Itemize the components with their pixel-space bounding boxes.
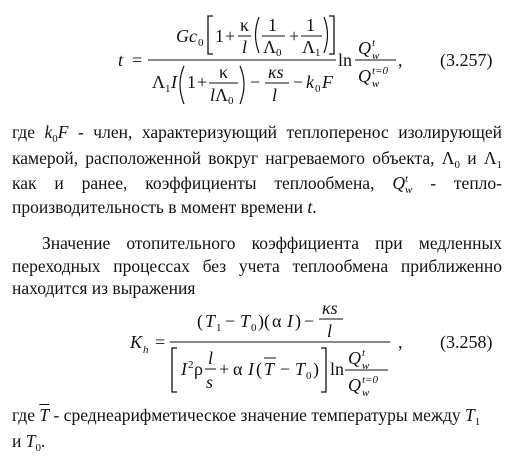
svg-text:−: − (225, 311, 236, 331)
eq1-num-one: 1 (215, 26, 224, 46)
svg-text:): ) (295, 311, 301, 331)
svg-text:−: − (250, 72, 261, 92)
paragraph-3: где $\overline{T}$ - среднеарифметическое значение температуры между $T_1$ и $T_0$. (12, 405, 481, 454)
svg-text:0: 0 (276, 47, 282, 59)
svg-text:I: I (181, 359, 187, 379)
svg-text:−: − (293, 72, 304, 92)
svg-text:+: + (219, 359, 230, 379)
svg-text:+: + (197, 72, 208, 92)
svg-text:T: T (295, 359, 306, 379)
svg-text:s: s (206, 372, 214, 392)
eq1-num-one-b: 1 (306, 15, 315, 35)
svg-text:α: α (272, 311, 282, 331)
svg-text:1: 1 (315, 47, 321, 59)
svg-text:Λ: Λ (215, 85, 229, 105)
svg-text:+: + (289, 26, 300, 46)
svg-text:t: t (372, 37, 376, 49)
eq1-num-Lambda1: Λ (302, 37, 316, 57)
svg-text:1: 1 (187, 72, 196, 92)
svg-text:t: t (362, 347, 366, 359)
eq1-den-left-paren (180, 66, 184, 104)
eq2-number: (3.258) (440, 332, 493, 352)
svg-text:w: w (362, 360, 370, 372)
eq2-den-left-bracket (172, 348, 177, 392)
svg-text:h: h (143, 344, 149, 356)
eq1-num-right-paren (324, 17, 328, 53)
svg-text:1: 1 (165, 83, 171, 95)
eq1-num-one-a: 1 (268, 15, 277, 35)
svg-text:T: T (264, 359, 275, 379)
svg-text:T: T (240, 311, 251, 331)
eq1-num-left-paren (256, 17, 260, 53)
svg-text:ρ: ρ (194, 359, 203, 379)
svg-text:t=0: t=0 (362, 374, 378, 386)
eq1-lhs-t: t (118, 50, 124, 70)
svg-text:−: − (280, 359, 291, 379)
svg-text:I: I (248, 359, 254, 379)
svg-text:(: ( (197, 311, 203, 331)
svg-text:−: − (304, 311, 315, 331)
eq1-Q-num: Q (358, 38, 371, 58)
svg-text:,: , (398, 332, 403, 352)
svg-text:=: = (155, 332, 166, 352)
svg-text:w: w (372, 78, 380, 90)
svg-text:1: 1 (216, 322, 222, 334)
eq1-num-left-bracket (208, 16, 213, 54)
eq1-den-kappa: κ (219, 62, 229, 82)
svg-text:0: 0 (315, 83, 321, 95)
svg-text:l: l (210, 85, 216, 105)
equation-3-257 (0, 6, 514, 116)
svg-text:0: 0 (251, 322, 257, 334)
eq2-lhs-K: K (130, 332, 143, 352)
svg-text:F: F (322, 72, 333, 92)
svg-text:w: w (362, 387, 370, 399)
eq1-Q-den: Q (358, 66, 371, 86)
eq1-number: (3.257) (440, 50, 493, 70)
eq1-num-Lambda0: Λ (263, 37, 277, 57)
svg-text:): ) (313, 359, 319, 379)
eq1-den-k0F: k (306, 72, 314, 92)
eq1-num-kappa: κ (240, 15, 250, 35)
eq1-den-Lambda1: Λ (152, 72, 166, 92)
svg-text:l: l (272, 85, 278, 105)
svg-text:0: 0 (306, 370, 312, 382)
svg-text:κs: κs (322, 298, 338, 318)
eq1-ln: ln (338, 50, 353, 70)
svg-text:T: T (205, 311, 216, 331)
eq1-num-sub0: 0 (198, 37, 204, 49)
eq1-num-right-bracket (329, 16, 334, 54)
svg-text:,: , (398, 50, 403, 70)
eq2-den-right-bracket (321, 348, 326, 392)
svg-text:α: α (233, 359, 243, 379)
svg-text:Q: Q (348, 375, 361, 395)
eq1-num-plus: + (225, 26, 236, 46)
svg-text:Q: Q (348, 348, 361, 368)
svg-text:)(: )( (258, 311, 270, 331)
eq1-den-kappa-s: κs (268, 62, 284, 82)
svg-text:2: 2 (188, 359, 194, 371)
svg-text:I: I (287, 311, 293, 331)
svg-text:w: w (372, 50, 380, 62)
equation-3-258-svg (0, 298, 514, 400)
paragraph-1: где $k_0F$ - член, характеризующий теплоперенос изолирующей камерой, расположенной вокруг нагреваемого объекта, $\Lambda_0$ и $\Lambda_1$ как и ранее, коэффициенты теплообмена, Q t w - тепло-производительность в момент времени t. (12, 122, 503, 217)
svg-text:l: l (208, 348, 214, 368)
svg-text:l: l (327, 321, 333, 341)
eq1-equals: = (132, 50, 143, 70)
equation-3-258 (0, 298, 514, 400)
eq1-den-right-paren (240, 66, 244, 104)
svg-text:0: 0 (228, 95, 234, 107)
eq1-den-I: I (171, 72, 177, 92)
svg-text:t=0: t=0 (372, 65, 388, 77)
paragraph-2: Значение отопительного коэффициента при медленных переходных процессах без учета теплообмена приближенно находится из выражения (12, 233, 502, 298)
eq1-num-Gc: Gc (176, 26, 197, 46)
equation-3-257-svg (0, 6, 514, 116)
eq1-num-l: l (242, 37, 248, 57)
svg-text:ln: ln (330, 359, 345, 379)
svg-text:(: ( (256, 359, 262, 379)
